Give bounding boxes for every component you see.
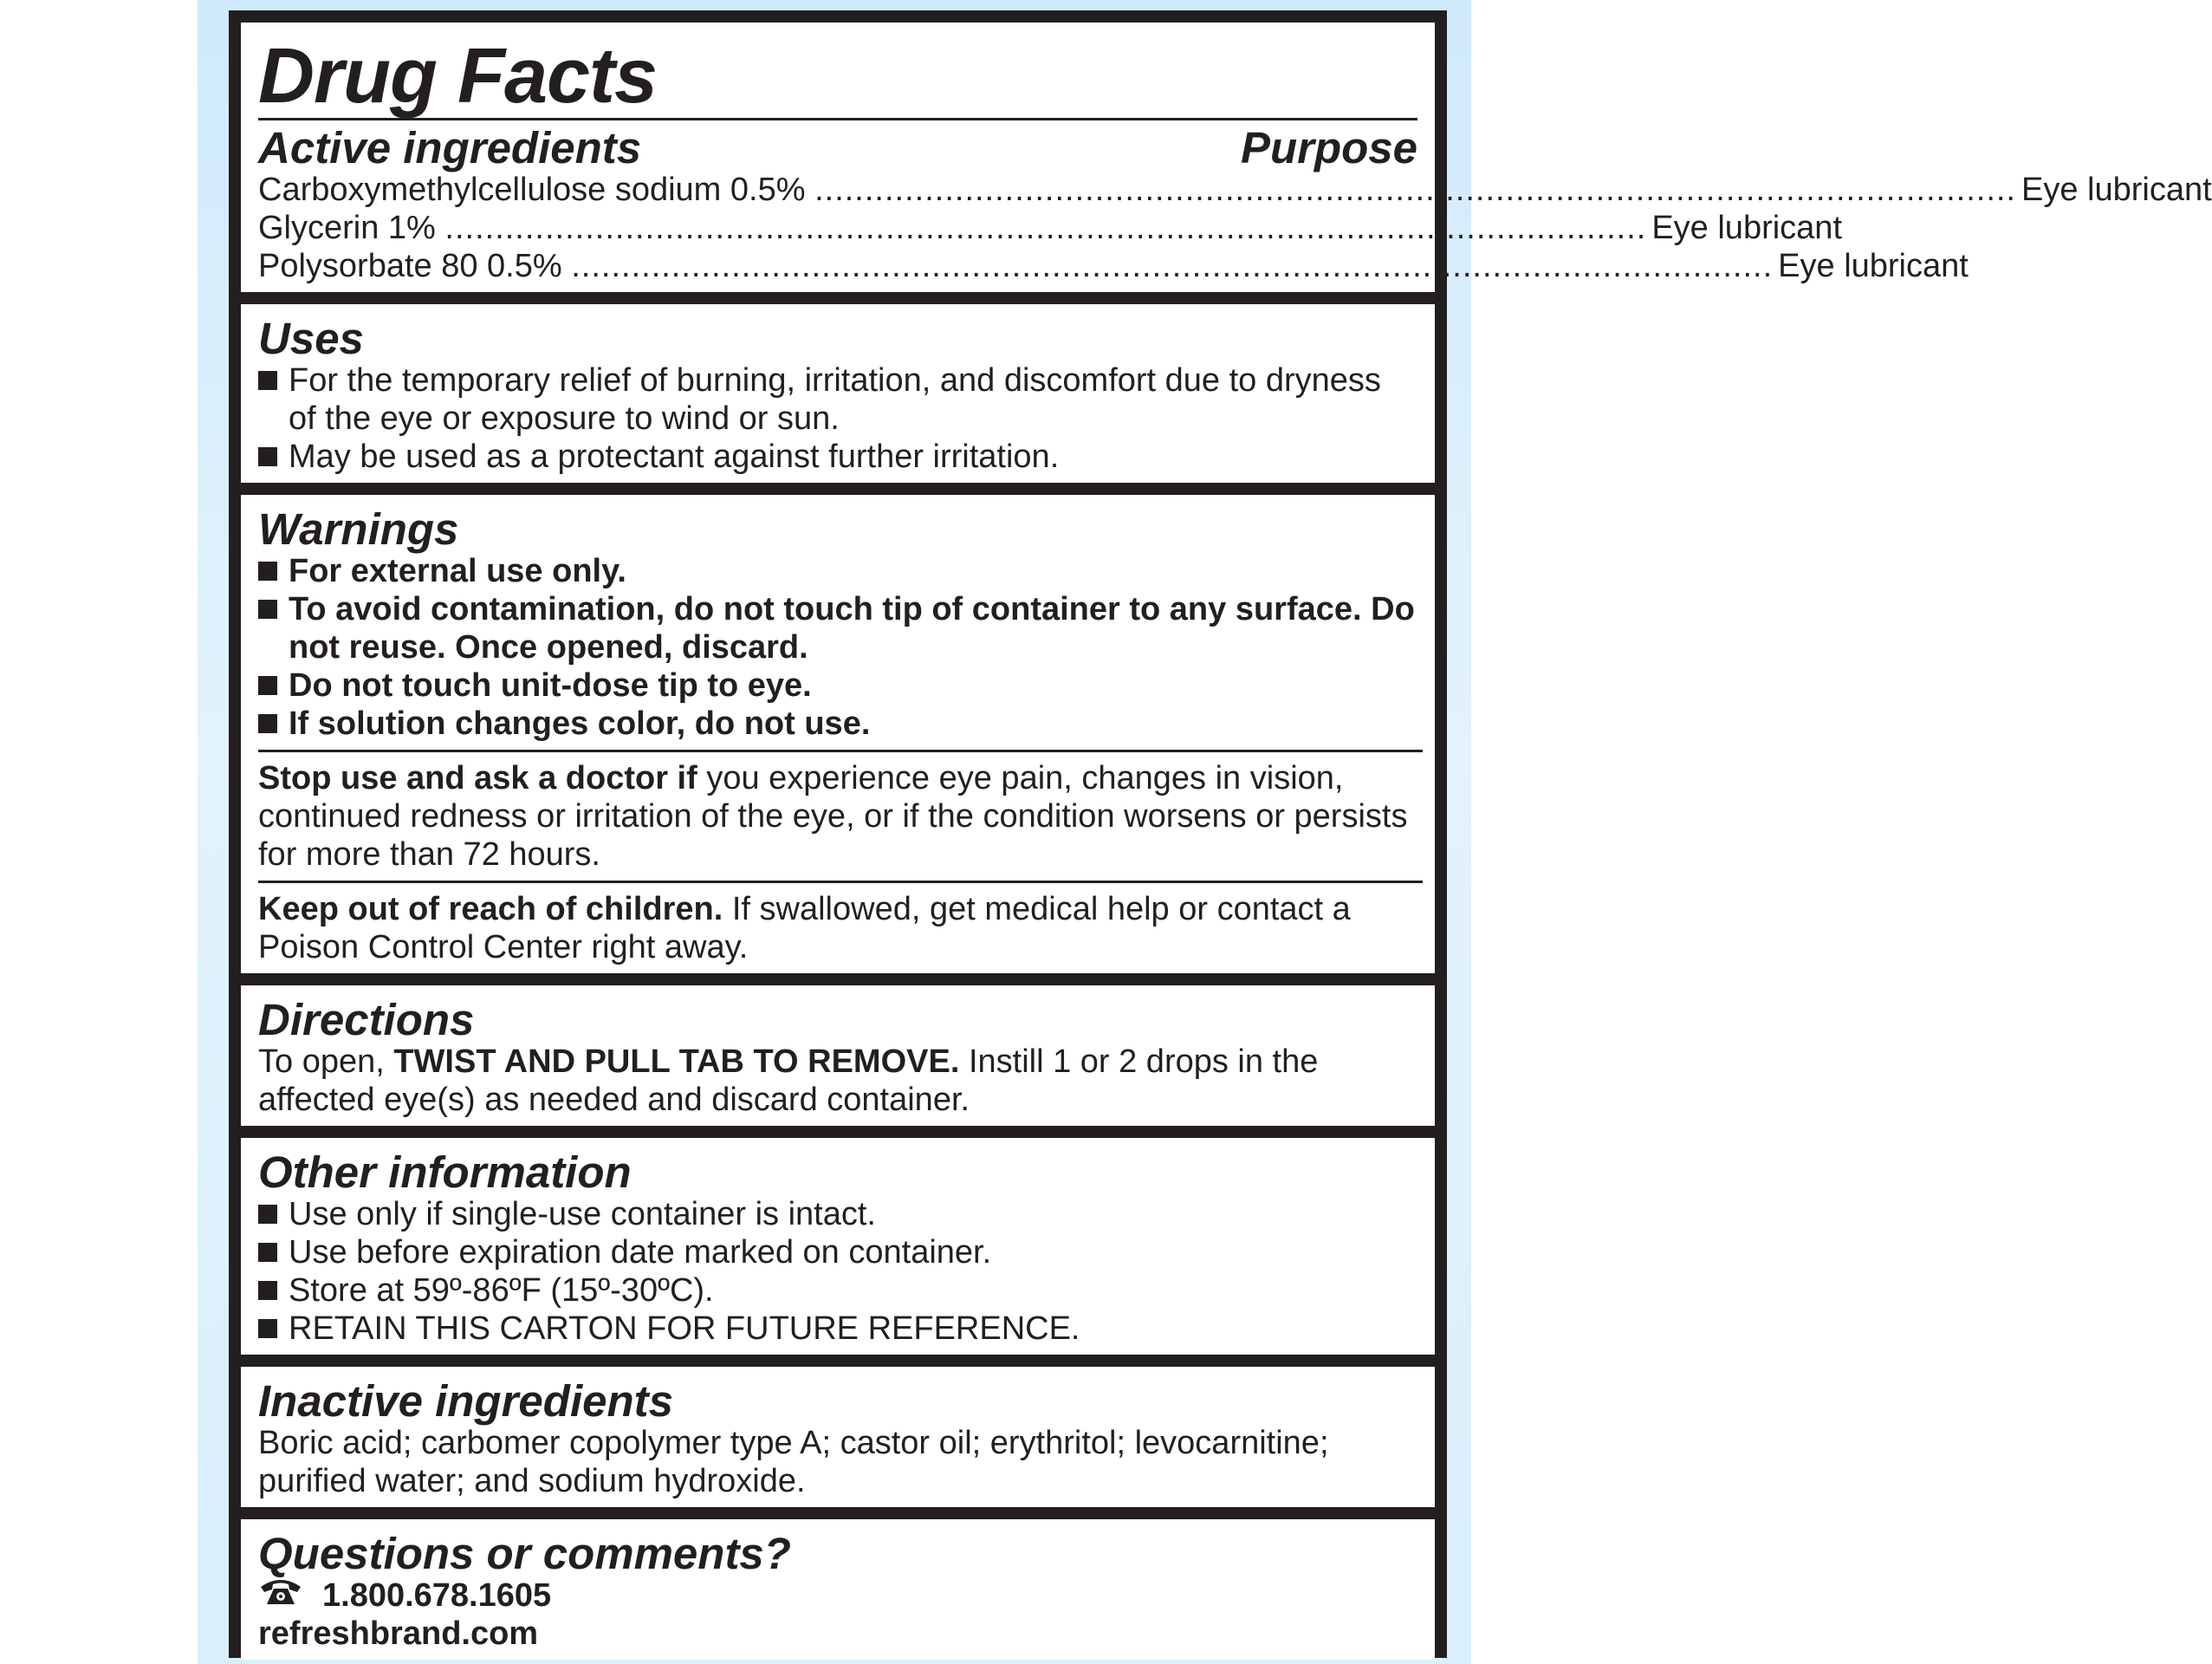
uses-list — [258, 361, 1417, 476]
questions-heading: Questions or comments? — [258, 1529, 791, 1578]
phone-row — [258, 1576, 1417, 1615]
list-item-text: Use before expiration date marked on container. — [289, 1234, 992, 1271]
divider — [258, 750, 1423, 752]
stop-use-lead: Stop use and ask a doctor if — [258, 760, 697, 796]
list-item-text: RETAIN THIS CARTON FOR FUTURE REFERENCE. — [289, 1310, 1080, 1347]
ingredient-purpose: Eye lubricant — [2021, 172, 2212, 208]
drug-facts-label — [229, 10, 2212, 1658]
bullet-square-icon — [258, 447, 277, 466]
warnings-panel — [241, 495, 1435, 973]
warnings-heading: Warnings — [258, 504, 459, 554]
stop-use-paragraph — [258, 759, 1417, 874]
list-item — [258, 552, 1417, 590]
keep-out-paragraph — [258, 890, 1417, 966]
inactive-ingredients-text: Boric acid; carbomer copolymer type A; castor oil; erythritol; levocarnitine; purified water; and sodium hydroxide. — [258, 1425, 1329, 1499]
list-item — [258, 666, 1417, 705]
list-item-text: To avoid contamination, do not touch tip of container to any surface. Do not reuse. Once opened, discard. — [289, 591, 1415, 666]
active-ingredients-list — [258, 171, 2212, 285]
uses-panel — [241, 304, 1435, 483]
ingredient-row: Carboxymethylcellulose sodium 0.5% ........................................................................................................................ Eye lubricant — [258, 172, 2212, 208]
phone-number[interactable]: 1.800.678.1605 — [322, 1577, 552, 1614]
active-header-row — [258, 123, 1417, 172]
ingredient-row: Glycerin 1% ........................................................................................................................ Eye lubricant — [258, 210, 1842, 246]
list-item — [258, 705, 1417, 743]
ingredient-name: Carboxymethylcellulose sodium 0.5% — [258, 172, 806, 208]
directions-text-bold: TWIST AND PULL TAB TO REMOVE. — [393, 1043, 960, 1080]
inactive-ingredients-panel — [241, 1367, 1435, 1507]
ingredient-row: Polysorbate 80 0.5% ........................................................................................................................ Eye lubricant — [258, 248, 1969, 284]
ingredient-name: Polysorbate 80 0.5% — [258, 248, 562, 284]
keep-out-lead: Keep out of reach of children. — [258, 891, 723, 927]
bullet-square-icon — [258, 714, 277, 733]
list-item-text: Use only if single-use container is intact. — [289, 1196, 876, 1232]
list-item — [258, 590, 1417, 666]
directions-text-before: To open, — [258, 1043, 394, 1080]
bullet-square-icon — [258, 562, 277, 581]
bullet-square-icon — [258, 676, 277, 695]
uses-heading: Uses — [258, 314, 364, 363]
list-item-text: Store at 59º-86ºF (15º-30ºC). — [289, 1272, 714, 1309]
keep-out-text: If swallowed, get medical help or contact a Poison Control Center right away. — [258, 891, 1351, 965]
directions-heading: Directions — [258, 995, 475, 1044]
other-information-panel — [241, 1138, 1435, 1355]
list-item-text: Do not touch unit-dose tip to eye. — [289, 667, 812, 704]
bullet-square-icon — [258, 1281, 277, 1300]
website-link[interactable]: refreshbrand.com — [258, 1615, 539, 1652]
divider — [258, 881, 1423, 883]
list-item — [258, 1271, 1417, 1310]
bullet-square-icon — [258, 371, 277, 390]
other-information-heading: Other information — [258, 1147, 632, 1197]
purpose-heading: Purpose — [1240, 123, 1417, 172]
drug-facts-title: Drug Facts — [258, 35, 1417, 120]
bullet-square-icon — [258, 1243, 277, 1262]
list-item-text: For the temporary relief of burning, irritation, and discomfort due to dryness of the eye or exposure to wind or sun. — [289, 362, 1381, 437]
other-information-list — [258, 1195, 1417, 1348]
questions-panel — [241, 1519, 1435, 1660]
list-item-text: For external use only. — [289, 553, 626, 589]
list-item — [258, 1310, 1417, 1348]
list-item — [258, 361, 1417, 438]
list-item-text: May be used as a protectant against further irritation. — [289, 439, 1060, 475]
bullet-square-icon — [258, 1205, 277, 1224]
warnings-list — [258, 552, 1417, 743]
list-item-text: If solution changes color, do not use. — [289, 705, 871, 742]
directions-panel — [241, 985, 1435, 1126]
bullet-square-icon — [258, 600, 277, 619]
list-item — [258, 1195, 1417, 1233]
active-ingredients-heading: Active ingredients — [258, 123, 642, 172]
inactive-ingredients-heading: Inactive ingredients — [258, 1376, 673, 1426]
telephone-icon — [258, 1576, 303, 1615]
list-item — [258, 438, 1417, 476]
list-item — [258, 1233, 1417, 1271]
stop-use-text: you experience eye pain, changes in vision, continued redness or irritation of the eye, or if the condition worsens or persists for more than 72 hours. — [258, 760, 1408, 873]
ingredient-purpose: Eye lubricant — [1778, 248, 1969, 284]
directions-text-after: Instill 1 or 2 drops in the affected eye(s) as needed and discard container. — [258, 1043, 1319, 1118]
bullet-square-icon — [258, 1319, 277, 1338]
directions-text — [258, 1043, 1417, 1119]
active-ingredients-panel — [241, 23, 2212, 292]
ingredient-name: Glycerin 1% — [258, 210, 436, 246]
ingredient-purpose: Eye lubricant — [1651, 210, 1842, 246]
